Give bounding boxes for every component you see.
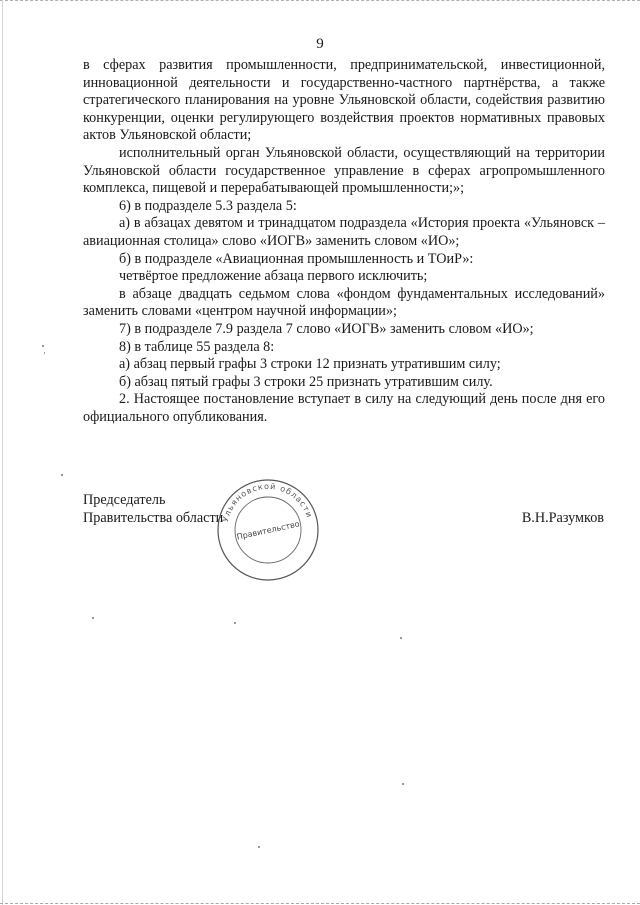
official-seal xyxy=(212,474,324,586)
signatory-title-line1: Председатель xyxy=(83,492,166,508)
left-scan-edge xyxy=(2,0,3,905)
paragraph: а) абзац первый графы 3 строки 12 признать утратившим силу; xyxy=(119,356,501,373)
page-number: 9 xyxy=(316,36,324,52)
scan-speck xyxy=(258,846,260,848)
paragraph: в абзаце двадцать седьмом слова «фондом фундаментальных исследований» заменить словами «центром научной информации»; xyxy=(83,285,605,320)
top-scan-edge xyxy=(0,0,640,4)
paragraph: а) в абзацах девятом и тринадцатом подраздела «История проекта «Ульяновск – авиационная столица» слово «ИОГВ» заменить словом «ИО»; xyxy=(83,215,605,249)
seal-center-text: Правительство xyxy=(235,519,301,542)
signatory-title xyxy=(83,491,223,527)
svg-text:Ульяновской области xyxy=(221,482,314,523)
scan-speck xyxy=(92,617,94,619)
paragraph: четвёртое предложение абзаца первого исключить; xyxy=(119,268,428,285)
document-body xyxy=(83,57,605,426)
paragraph: 7) в подразделе 7.9 раздела 7 слово «ИОГВ» заменить словом «ИО»; xyxy=(119,320,534,337)
paragraph: б) абзац пятый графы 3 строки 25 признать утратившим силу. xyxy=(119,373,493,390)
paragraph: 8) в таблице 55 раздела 8: xyxy=(119,338,275,355)
paragraph: в сферах развития промышленности, предпринимательской, инвестиционной, инновационной деятельности и государственно-частного партнёрства, а также стратегического планирования на уровне Ульяновской области, содействия развитию конкуренции, оценки регулирующего воздействия проектов нормативных правовых актов Ульяновской области; xyxy=(83,57,605,144)
paragraph: б) в подразделе «Авиационная промышленность и ТОиР»: xyxy=(119,250,474,267)
scan-speck xyxy=(61,474,63,476)
scan-speck xyxy=(44,352,45,354)
paragraph: исполнительный орган Ульяновской области, осуществляющий на территории Ульяновской области государственное управление в сферах агропромышленного комплекса, пищевой и перерабатывающей промышленности;»; xyxy=(83,144,605,197)
scan-speck xyxy=(400,637,402,639)
paragraph: 2. Настоящее постановление вступает в силу на следующий день после дня его официального опубликования. xyxy=(83,391,605,425)
bottom-scan-edge xyxy=(0,902,640,904)
scan-speck xyxy=(234,622,236,624)
scan-speck xyxy=(402,783,404,785)
signatory-name: В.Н.Разумков xyxy=(521,510,604,526)
paragraph: 6) в подразделе 5.3 раздела 5: xyxy=(119,197,297,214)
seal-ring-text: Ульяновской области xyxy=(220,481,315,523)
scan-speck xyxy=(42,345,44,347)
signatory-title-line2: Правительства области xyxy=(83,510,224,526)
seal-stamp xyxy=(212,474,324,586)
